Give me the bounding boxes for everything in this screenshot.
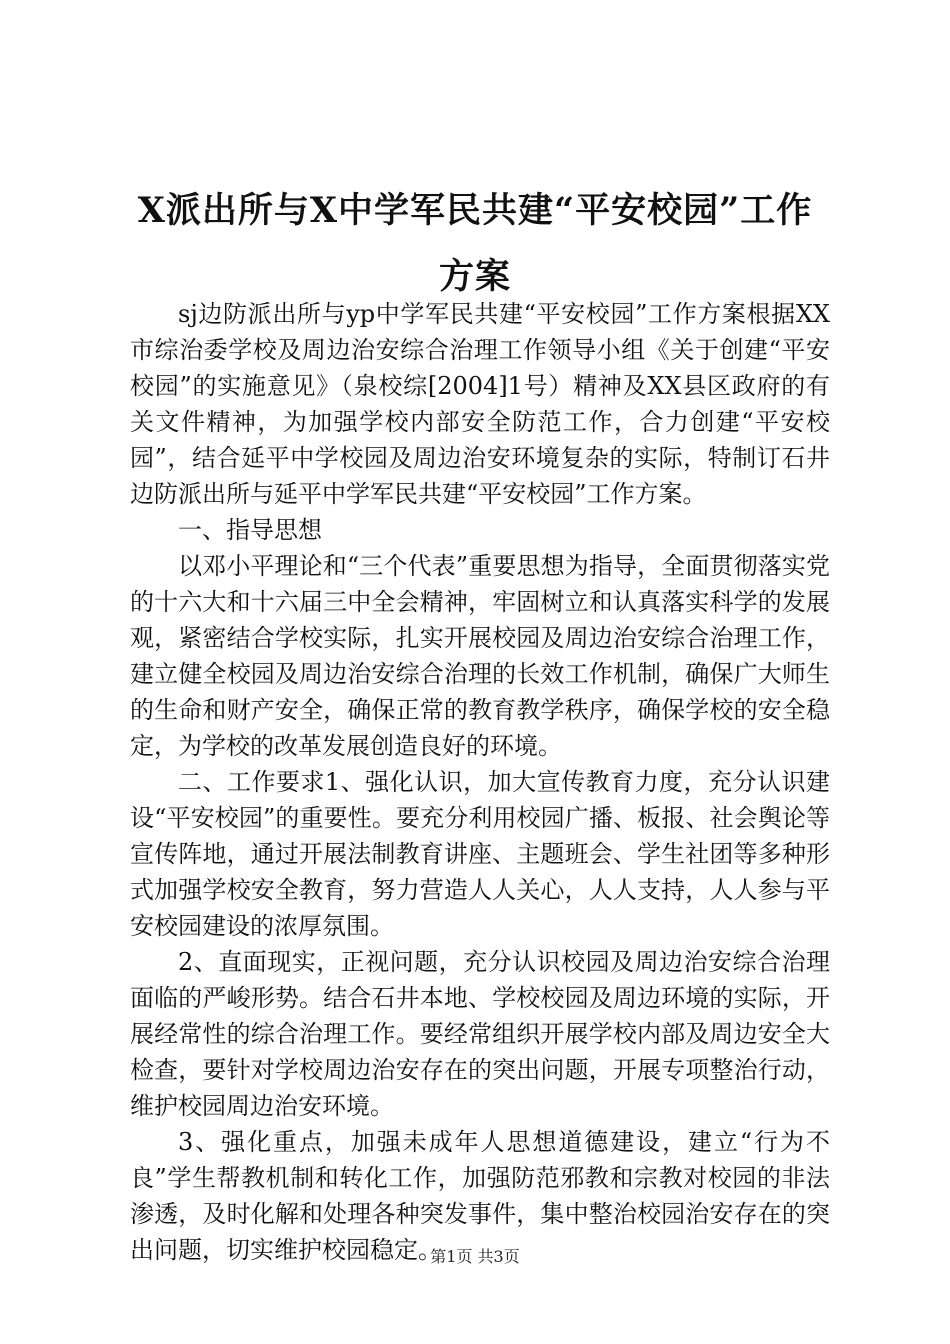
paragraph-intro: sj边防派出所与yp中学军民共建“平安校园”工作方案根据XX市综治委学校及周边治安综合治理工作领导小组《关于创建“平安校园”的实施意见》（泉校综[2004]1号）精神及XX县区政府的有关文件精神，为加强学校内部安全防范工作，合力创建“平安校园”，结合延平中学校园及周边治安环境复杂的实际，特制订石井边防派出所与延平中学军民共建“平安校园”工作方案。 (130, 300, 830, 508)
paragraph-guiding-thought: 以邓小平理论和“三个代表”重要思想为指导，全面贯彻落实党的十六大和十六届三中全会精神，牢固树立和认真落实科学的发展观，紧密结合学校实际，扎实开展校园及周边治安综合治理工作，建立健全校园及周边治安综合治理的长效工作机制，确保广大师生的生命和财产安全，确保正常的教育教学秩序，确保学校的安全稳定，为学校的改革发展创造良好的环境。 (130, 552, 830, 760)
paragraph-work-requirement-2: 2、直面现实，正视问题，充分认识校园及周边治安综合治理面临的严峻形势。结合石井本地、学校校园及周边环境的实际，开展经常性的综合治理工作。要经常组织开展学校内部及周边安全大检查，要针对学校周边治安存在的突出问题，开展专项整治行动，维护校园周边治安环境。 (130, 948, 830, 1120)
document-title: X派出所与X中学军民共建“平安校园”工作方案 (137, 190, 813, 297)
paragraph-work-requirement-1: 二、工作要求1、强化认识，加大宣传教育力度，充分认识建设“平安校园”的重要性。要充分利用校园广播、板报、社会舆论等宣传阵地，通过开展法制教育讲座、主题班会、学生社团等多种形式加强学校安全教育，努力营造人人关心，人人支持，人人参与平安校园建设的浓厚氛围。 (130, 768, 830, 940)
page-footer: 第1页 共3页 (430, 1247, 520, 1266)
document-body (130, 296, 830, 1268)
paragraph-work-requirement-3: 3、强化重点，加强未成年人思想道德建设，建立“行为不良”学生帮教机制和转化工作，加强防范邪教和宗教对校园的非法渗透，及时化解和处理各种突发事件，集中整治校园治安存在的突出问题，切实维护校园稳定。 (130, 1128, 830, 1264)
section-heading-guiding-thought: 一、指导思想 (178, 516, 322, 544)
